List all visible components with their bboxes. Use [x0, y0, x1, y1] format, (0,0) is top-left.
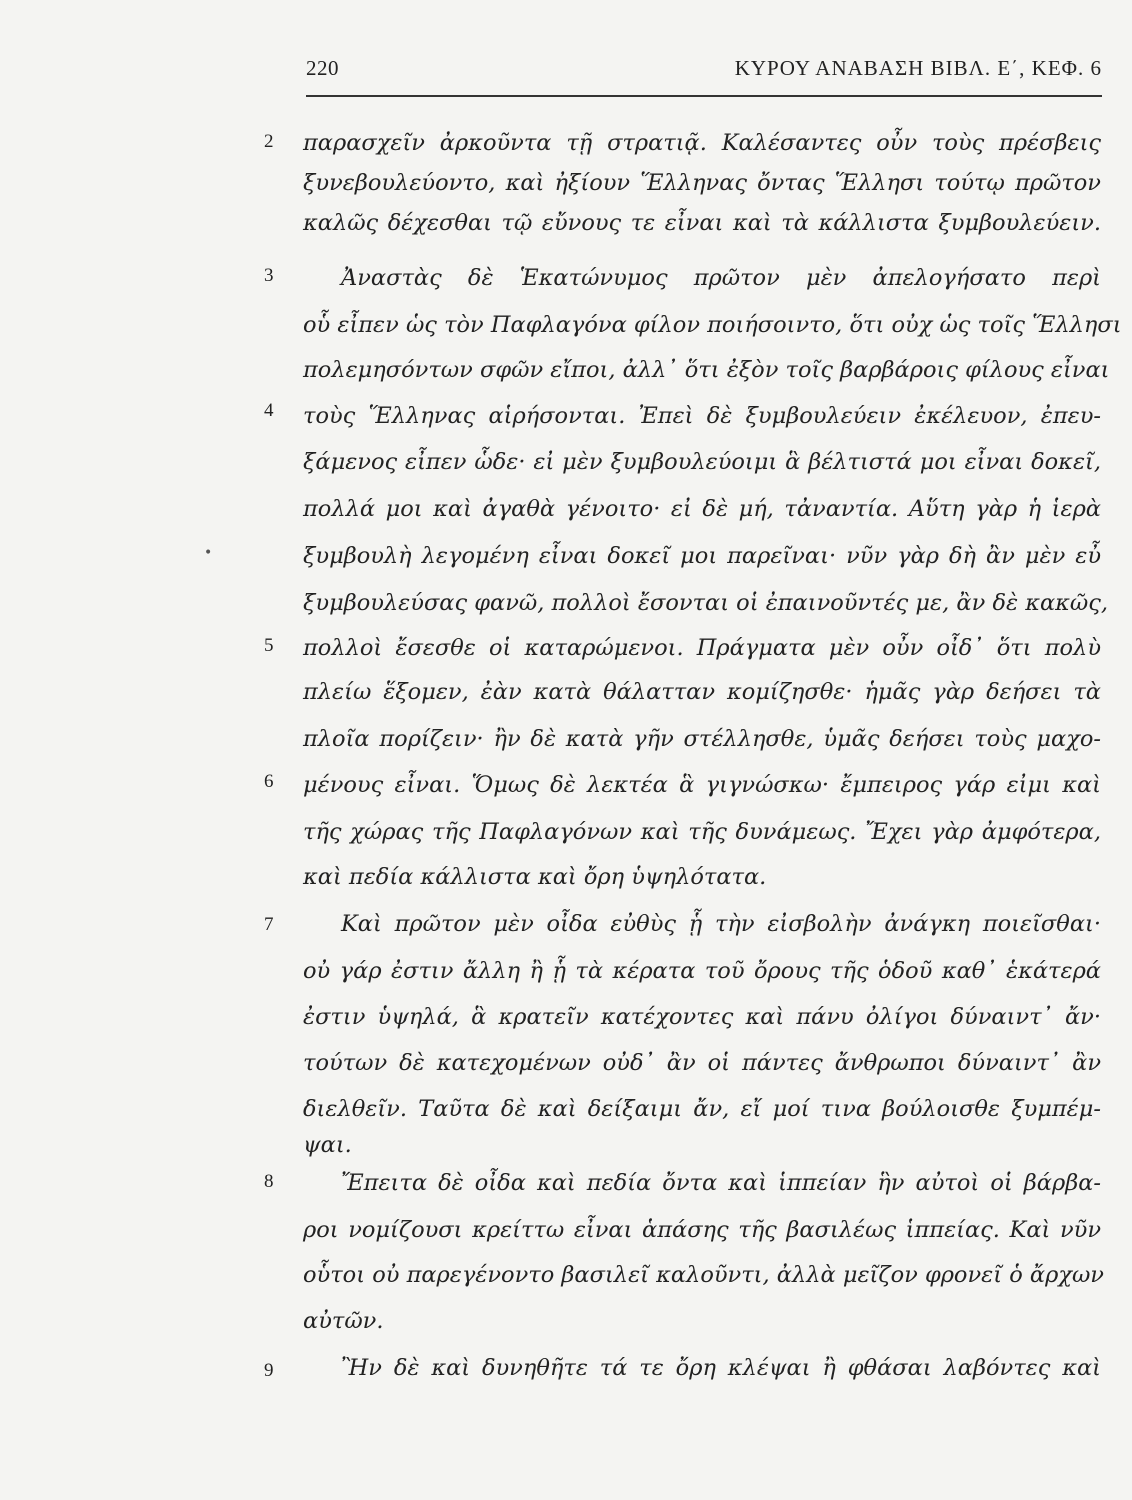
text-line: αὐτῶν. [303, 1308, 384, 1334]
section-number-2: 2 [264, 131, 274, 152]
text-line: Καὶ πρῶτον μὲν οἶδα εὐθὺς ᾗ τὴν εἰσβολὴν ἀνάγκη ποιεῖσθαι· [341, 911, 1101, 937]
text-line: πλείω ἕξομεν, ἐὰν κατὰ θάλατταν κομίζησθε· ἡμᾶς γὰρ δεήσει τὰ [303, 679, 1101, 705]
text-line: διελθεῖν. Ταῦτα δὲ καὶ δείξαιμι ἄν, εἴ μοί τινα βούλοισθε ξυμπέμ- [303, 1096, 1101, 1122]
text-line: καλῶς δέχεσθαι τῷ εὔνους τε εἶναι καὶ τὰ κάλλιστα ξυμβουλεύειν. [303, 210, 1101, 236]
text-line: ξυνεβουλεύοντο, καὶ ἠξίουν Ἕλληνας ὄντας Ἕλλησι τούτῳ πρῶτον [303, 170, 1101, 196]
text-line: ξάμενος εἶπεν ὧδε· εἰ μὲν ξυμβουλεύοιμι ἃ βέλτιστά μοι εἶναι δοκεῖ, [303, 449, 1101, 475]
text-line: ξυμβουλεύσας φανῶ, πολλοὶ ἔσονται οἱ ἐπαινοῦντές με, ἂν δὲ κακῶς, [303, 590, 1109, 616]
running-header [306, 56, 1102, 90]
text-line: πλοῖα πορίζειν· ἢν δὲ κατὰ γῆν στέλλησθε, ὑμᾶς δεήσει τοὺς μαχο- [303, 726, 1101, 752]
running-head-title: ΚΥΡΟΥ ΑΝΑΒΑΣΗ ΒΙΒΛ. Ε΄, ΚΕΦ. 6 [734, 56, 1102, 80]
text-line: οὗτοι οὐ παρεγένοντο βασιλεῖ καλοῦντι, ἀλλὰ μεῖζον φρονεῖ ὁ ἄρχων [303, 1262, 1104, 1288]
section-number-8: 8 [264, 1171, 274, 1192]
text-line: ἐστιν ὑψηλά, ἃ κρατεῖν κατέχοντες καὶ πάνυ ὀλίγοι δύναιντ᾽ ἄν· [303, 1004, 1101, 1030]
text-line: πολλοὶ ἔσεσθε οἱ καταρώμενοι. Πράγματα μὲν οὖν οἶδ᾽ ὅτι πολὺ [303, 635, 1101, 661]
section-number-6: 6 [264, 771, 274, 792]
section-number-5: 5 [264, 635, 274, 656]
text-line: οὐ γάρ ἐστιν ἄλλη ἢ ᾗ τὰ κέρατα τοῦ ὄρους τῆς ὁδοῦ καθ᾽ ἑκάτερά [303, 958, 1101, 984]
margin-dot-mark: • [204, 545, 213, 561]
text-line: οὗ εἶπεν ὡς τὸν Παφλαγόνα φίλον ποιήσοιντο, ὅτι οὐχ ὡς τοῖς Ἕλλησι [303, 312, 1122, 338]
text-line: ροι νομίζουσι κρείττω εἶναι ἁπάσης τῆς βασιλέως ἱππείας. Καὶ νῦν [303, 1217, 1101, 1243]
text-line: Ἔπειτα δὲ οἶδα καὶ πεδία ὄντα καὶ ἱππείαν ἣν αὐτοὶ οἱ βάρβα- [341, 1170, 1101, 1196]
text-line: καὶ πεδία κάλλιστα καὶ ὄρη ὑψηλότατα. [303, 864, 767, 890]
text-line: πολεμησόντων σφῶν εἴποι, ἀλλ᾽ ὅτι ἐξὸν τοῖς βαρβάροις φίλους εἶναι [303, 357, 1110, 383]
text-line: τούτων δὲ κατεχομένων οὐδ᾽ ἂν οἱ πάντες ἄνθρωποι δύναιντ᾽ ἂν [303, 1050, 1101, 1076]
section-number-4: 4 [264, 400, 274, 421]
text-line: παρασχεῖν ἀρκοῦντα τῇ στρατιᾷ. Καλέσαντες οὖν τοὺς πρέσβεις [303, 130, 1101, 156]
section-number-7: 7 [264, 914, 274, 935]
text-line: τοὺς Ἕλληνας αἱρήσονται. Ἐπεὶ δὲ ξυμβουλεύειν ἐκέλευον, ἐπευ- [303, 403, 1101, 429]
page-number: 220 [306, 56, 339, 80]
section-number-3: 3 [264, 265, 274, 286]
section-number-9: 9 [264, 1360, 274, 1381]
text-line: ψαι. [303, 1132, 352, 1158]
header-rule [306, 95, 1102, 97]
text-line: Ἢν δὲ καὶ δυνηθῆτε τά τε ὄρη κλέψαι ἢ φθάσαι λαβόντες καὶ [341, 1355, 1101, 1381]
text-line: Ἀναστὰς δὲ Ἑκατώνυμος πρῶτον μὲν ἀπελογήσατο περὶ [341, 265, 1101, 291]
text-line: μένους εἶναι. Ὅμως δὲ λεκτέα ἃ γιγνώσκω· ἔμπειρος γάρ εἰμι καὶ [303, 772, 1101, 798]
text-line: πολλά μοι καὶ ἀγαθὰ γένοιτο· εἰ δὲ μή, τἀναντία. Αὕτη γὰρ ἡ ἱερὰ [303, 496, 1101, 522]
text-line: τῆς χώρας τῆς Παφλαγόνων καὶ τῆς δυνάμεως. Ἔχει γὰρ ἀμφότερα, [303, 819, 1101, 845]
text-line: ξυμβουλὴ λεγομένη εἶναι δοκεῖ μοι παρεῖναι· νῦν γὰρ δὴ ἂν μὲν εὖ [303, 543, 1101, 569]
